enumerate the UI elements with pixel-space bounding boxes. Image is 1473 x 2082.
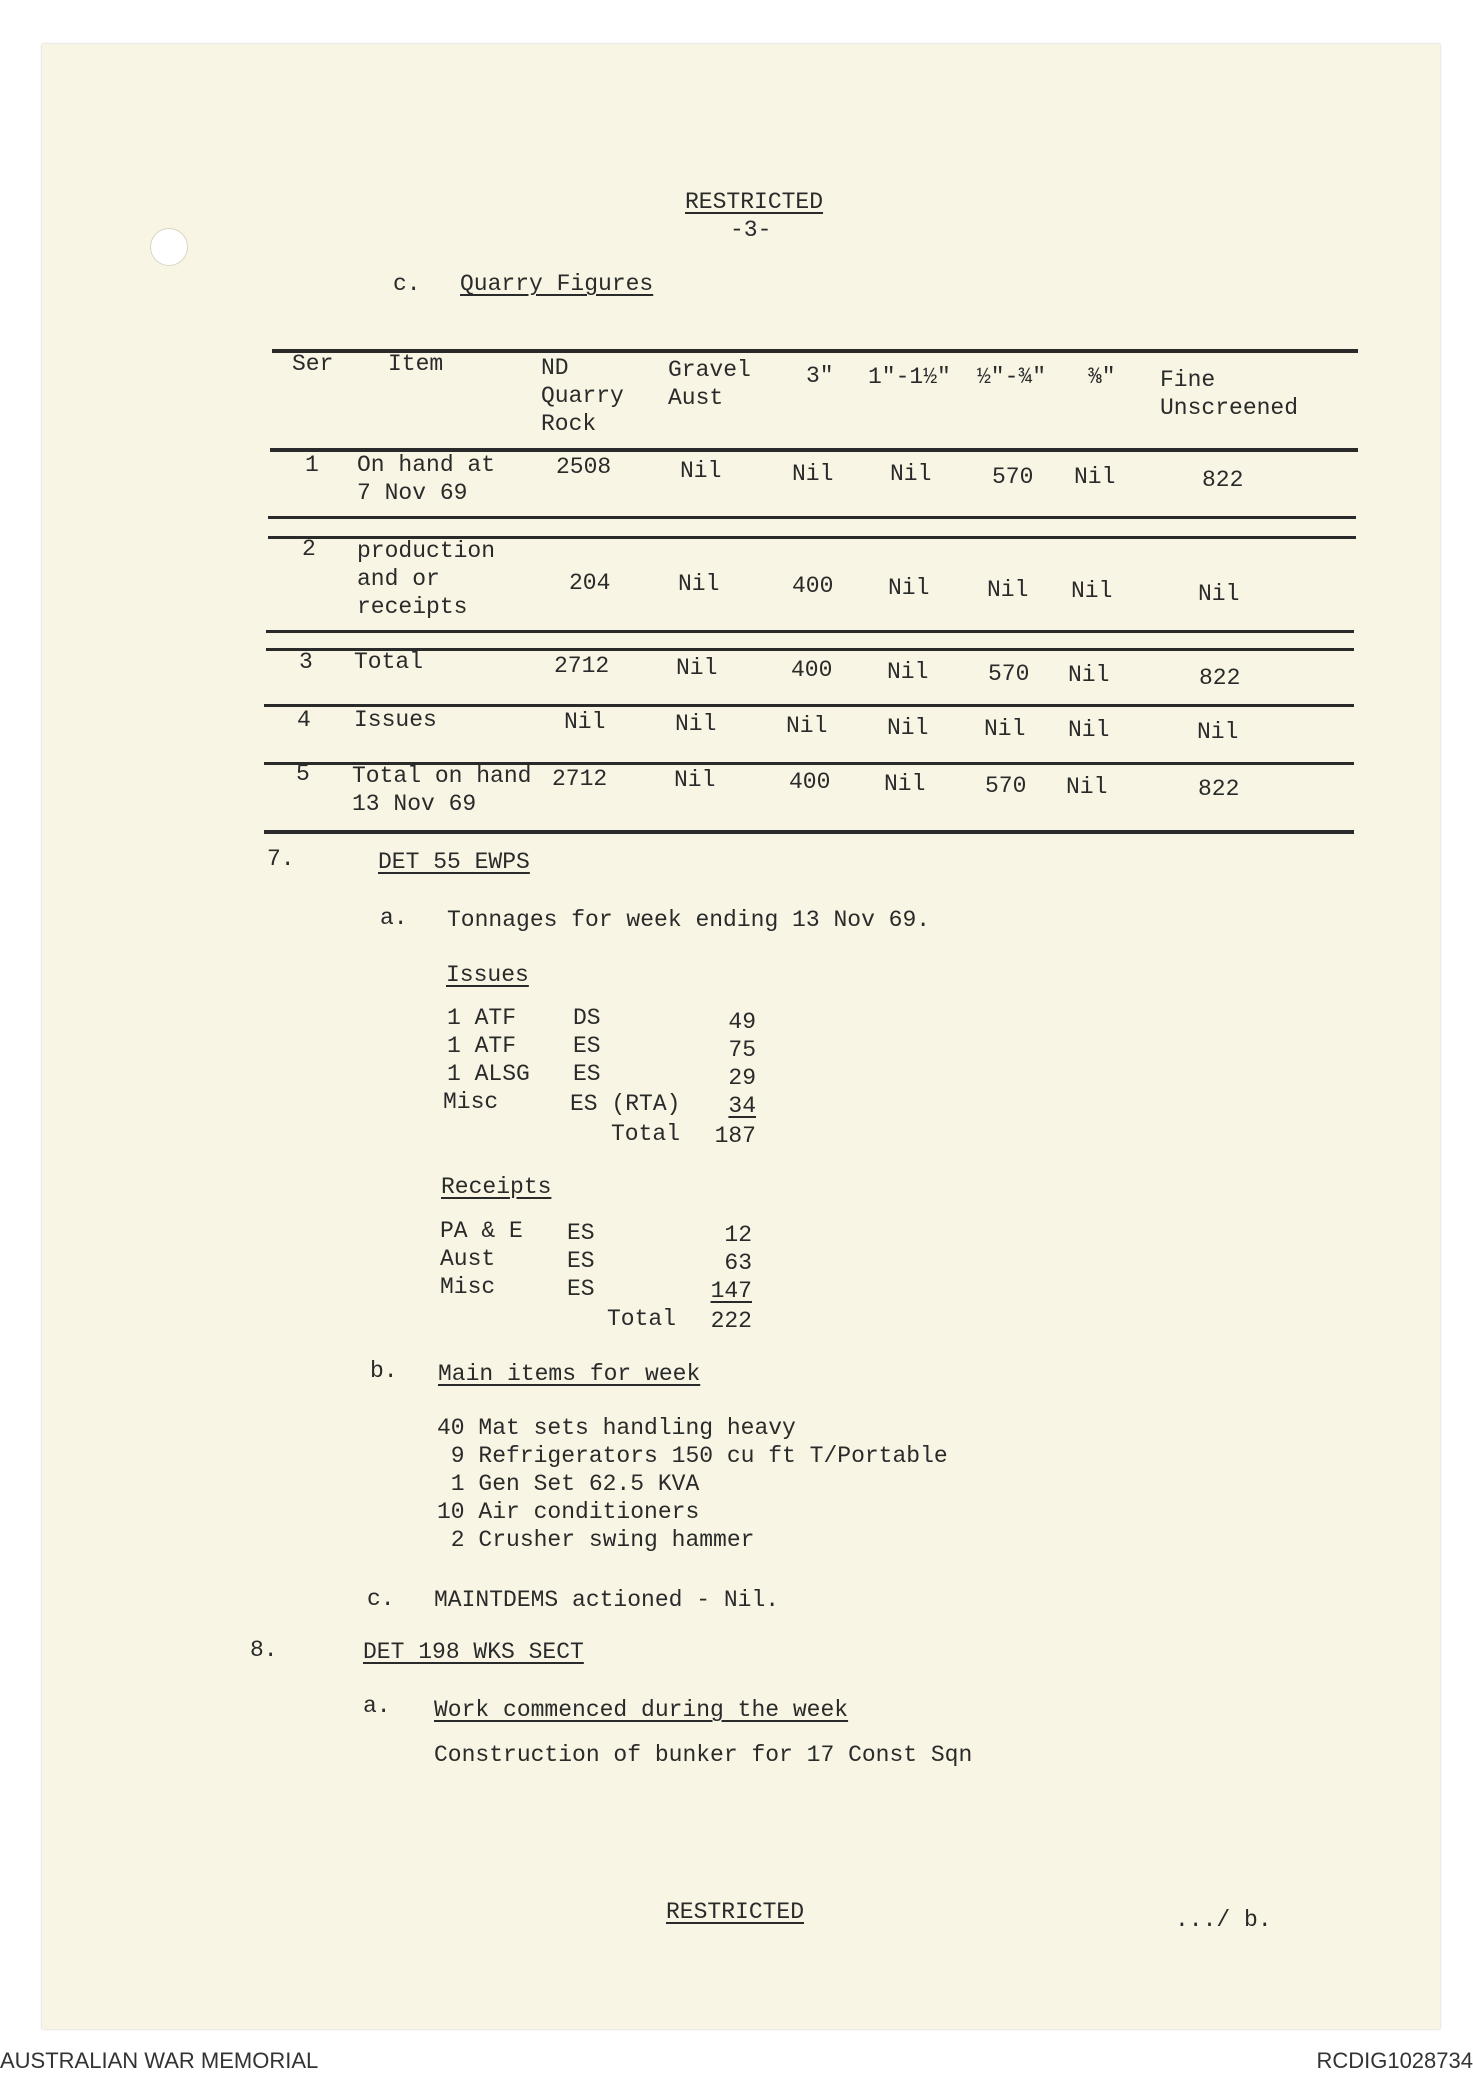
continuation-mark: .../ b. <box>1175 1907 1272 1933</box>
row2-gravel: Nil <box>678 571 720 597</box>
issue-unit: 1 ALSG <box>447 1061 530 1087</box>
row3-half-threequarter: 570 <box>988 661 1030 687</box>
row4-item: Issues <box>354 707 437 733</box>
issues-total: 187 <box>714 1123 756 1149</box>
row5-item-line2: 13 Nov 69 <box>352 791 477 817</box>
row5-nd-quarry: 2712 <box>552 766 608 792</box>
main-item: 40 Mat sets handling heavy <box>437 1415 796 1441</box>
row3-item: Total <box>354 649 424 675</box>
col-header-1-1half: 1"-1½" <box>868 364 951 390</box>
col-header-gravel-aust: Gravel Aust <box>668 357 751 411</box>
issue-type: ES (RTA) <box>570 1091 681 1117</box>
row4-3in: Nil <box>786 713 828 739</box>
row1-ser: 1 <box>305 452 319 478</box>
row2-fine: Nil <box>1198 581 1240 607</box>
row5-1-1half: Nil <box>884 771 926 797</box>
receipts-total: 222 <box>710 1308 752 1334</box>
row2-item-line1: production <box>357 538 496 564</box>
row3-fine: 822 <box>1199 665 1241 691</box>
row1-item-line1: On hand at <box>357 452 496 478</box>
issues-heading: Issues <box>446 962 529 988</box>
row3-3in: 400 <box>791 657 833 683</box>
row3-1-1half: Nil <box>887 659 929 685</box>
row3-gravel: Nil <box>676 655 718 681</box>
section7-a-text: Tonnages for week ending 13 Nov 69. <box>447 907 931 933</box>
section7-b-title: Main items for week <box>438 1361 701 1387</box>
row2-nd-quarry: 204 <box>569 570 611 596</box>
row5-fine: 822 <box>1198 776 1240 802</box>
row5-item-line1: Total on hand <box>352 763 532 789</box>
section8-a-label: a. <box>363 1693 391 1719</box>
row4-1-1half: Nil <box>887 715 929 741</box>
main-item: 9 Refrigerators 150 cu ft T/Portable <box>437 1443 948 1469</box>
section8-a-text: Construction of bunker for 17 Const Sqn <box>434 1742 973 1768</box>
row2-3in: 400 <box>792 573 834 599</box>
issue-unit: Misc <box>443 1089 499 1115</box>
main-item: 10 Air conditioners <box>437 1499 700 1525</box>
receipt-type: ES <box>567 1276 595 1302</box>
row-rule <box>268 516 1356 519</box>
col-header-ser: Ser <box>292 351 334 377</box>
receipts-heading: Receipts <box>441 1174 552 1200</box>
col-header-three-eighths: ⅜" <box>1088 364 1116 390</box>
row1-half-threequarter: 570 <box>992 464 1034 490</box>
row4-nd-quarry: Nil <box>564 709 606 735</box>
row2-item-line3: receipts <box>357 594 468 620</box>
row3-three-eighths: Nil <box>1068 662 1110 688</box>
issue-qty: 49 <box>728 1009 756 1035</box>
section7-number: 7. <box>267 846 295 872</box>
row1-1-1half: Nil <box>890 461 932 487</box>
issue-unit: 1 ATF <box>447 1033 517 1059</box>
row1-item-line2: 7 Nov 69 <box>357 480 468 506</box>
section7-c-label: c. <box>367 1586 395 1612</box>
table-bottom-rule <box>264 830 1354 834</box>
row5-ser: 5 <box>296 761 310 787</box>
receipt-unit: Aust <box>440 1246 496 1272</box>
row1-nd-quarry: 2508 <box>556 454 612 480</box>
row1-3in: Nil <box>792 461 834 487</box>
receipt-qty: 12 <box>724 1222 752 1248</box>
section7-c-text: MAINTDEMS actioned - Nil. <box>434 1587 780 1613</box>
section7-b-label: b. <box>370 1358 398 1384</box>
row5-3in: 400 <box>789 769 831 795</box>
issue-qty: 75 <box>728 1037 756 1063</box>
receipt-unit: Misc <box>440 1274 496 1300</box>
col-header-nd-quarry-rock: ND Quarry Rock <box>541 355 624 437</box>
row2-1-1half: Nil <box>888 575 930 601</box>
issue-qty: 34 <box>728 1093 756 1119</box>
row2-item-line2: and or <box>357 566 440 592</box>
section7-a-label: a. <box>380 905 408 931</box>
col-header-fine-unscreened: Fine Unscreened <box>1160 367 1299 421</box>
row1-gravel: Nil <box>680 458 722 484</box>
row4-fine: Nil <box>1197 719 1239 745</box>
row2-ser: 2 <box>302 536 316 562</box>
row2-three-eighths: Nil <box>1071 578 1113 604</box>
row4-gravel: Nil <box>675 711 717 737</box>
punch-hole <box>150 228 188 266</box>
row-rule <box>266 630 1354 633</box>
classification-footer: RESTRICTED <box>666 1899 805 1925</box>
main-item: 2 Crusher swing hammer <box>437 1527 755 1553</box>
issues-total-label: Total <box>611 1121 681 1147</box>
main-item: 1 Gen Set 62.5 KVA <box>437 1471 700 1497</box>
row3-nd-quarry: 2712 <box>554 653 610 679</box>
receipts-total-label: Total <box>607 1306 677 1332</box>
receipt-qty: 147 <box>710 1278 752 1304</box>
receipt-type: ES <box>567 1248 595 1274</box>
row5-three-eighths: Nil <box>1066 774 1108 800</box>
section8-number: 8. <box>250 1637 278 1663</box>
receipt-unit: PA & E <box>440 1218 523 1244</box>
issue-qty: 29 <box>728 1065 756 1091</box>
row1-three-eighths: Nil <box>1074 464 1116 490</box>
row4-half-threequarter: Nil <box>984 716 1026 742</box>
col-header-3in: 3" <box>806 363 834 389</box>
row-rule <box>266 648 1354 651</box>
section7-title: DET 55 EWPS <box>378 849 530 875</box>
issue-type: ES <box>573 1061 601 1087</box>
section8-title: DET 198 WKS SECT <box>363 1639 584 1665</box>
receipt-qty: 63 <box>724 1250 752 1276</box>
issue-type: ES <box>573 1033 601 1059</box>
row1-fine: 822 <box>1202 467 1244 493</box>
archive-credit: AUSTRALIAN WAR MEMORIAL <box>0 2048 319 2073</box>
col-header-half-threequarter: ½"-¾" <box>977 364 1047 390</box>
receipt-type: ES <box>567 1220 595 1246</box>
issue-type: DS <box>573 1005 601 1031</box>
row2-half-threequarter: Nil <box>987 577 1029 603</box>
issue-unit: 1 ATF <box>447 1005 517 1031</box>
section8-a-title: Work commenced during the week <box>434 1697 849 1723</box>
classification-header: RESTRICTED <box>685 189 824 215</box>
row3-ser: 3 <box>299 649 313 675</box>
col-header-item: Item <box>388 351 444 377</box>
row4-ser: 4 <box>297 707 311 733</box>
quarry-title: Quarry Figures <box>460 271 654 297</box>
row4-three-eighths: Nil <box>1068 717 1110 743</box>
archive-reference: RCDIG1028734 <box>1316 2048 1473 2073</box>
row5-gravel: Nil <box>674 767 716 793</box>
quarry-label: c. <box>393 271 421 297</box>
row5-half-threequarter: 570 <box>985 773 1027 799</box>
page-number: -3- <box>730 217 772 243</box>
